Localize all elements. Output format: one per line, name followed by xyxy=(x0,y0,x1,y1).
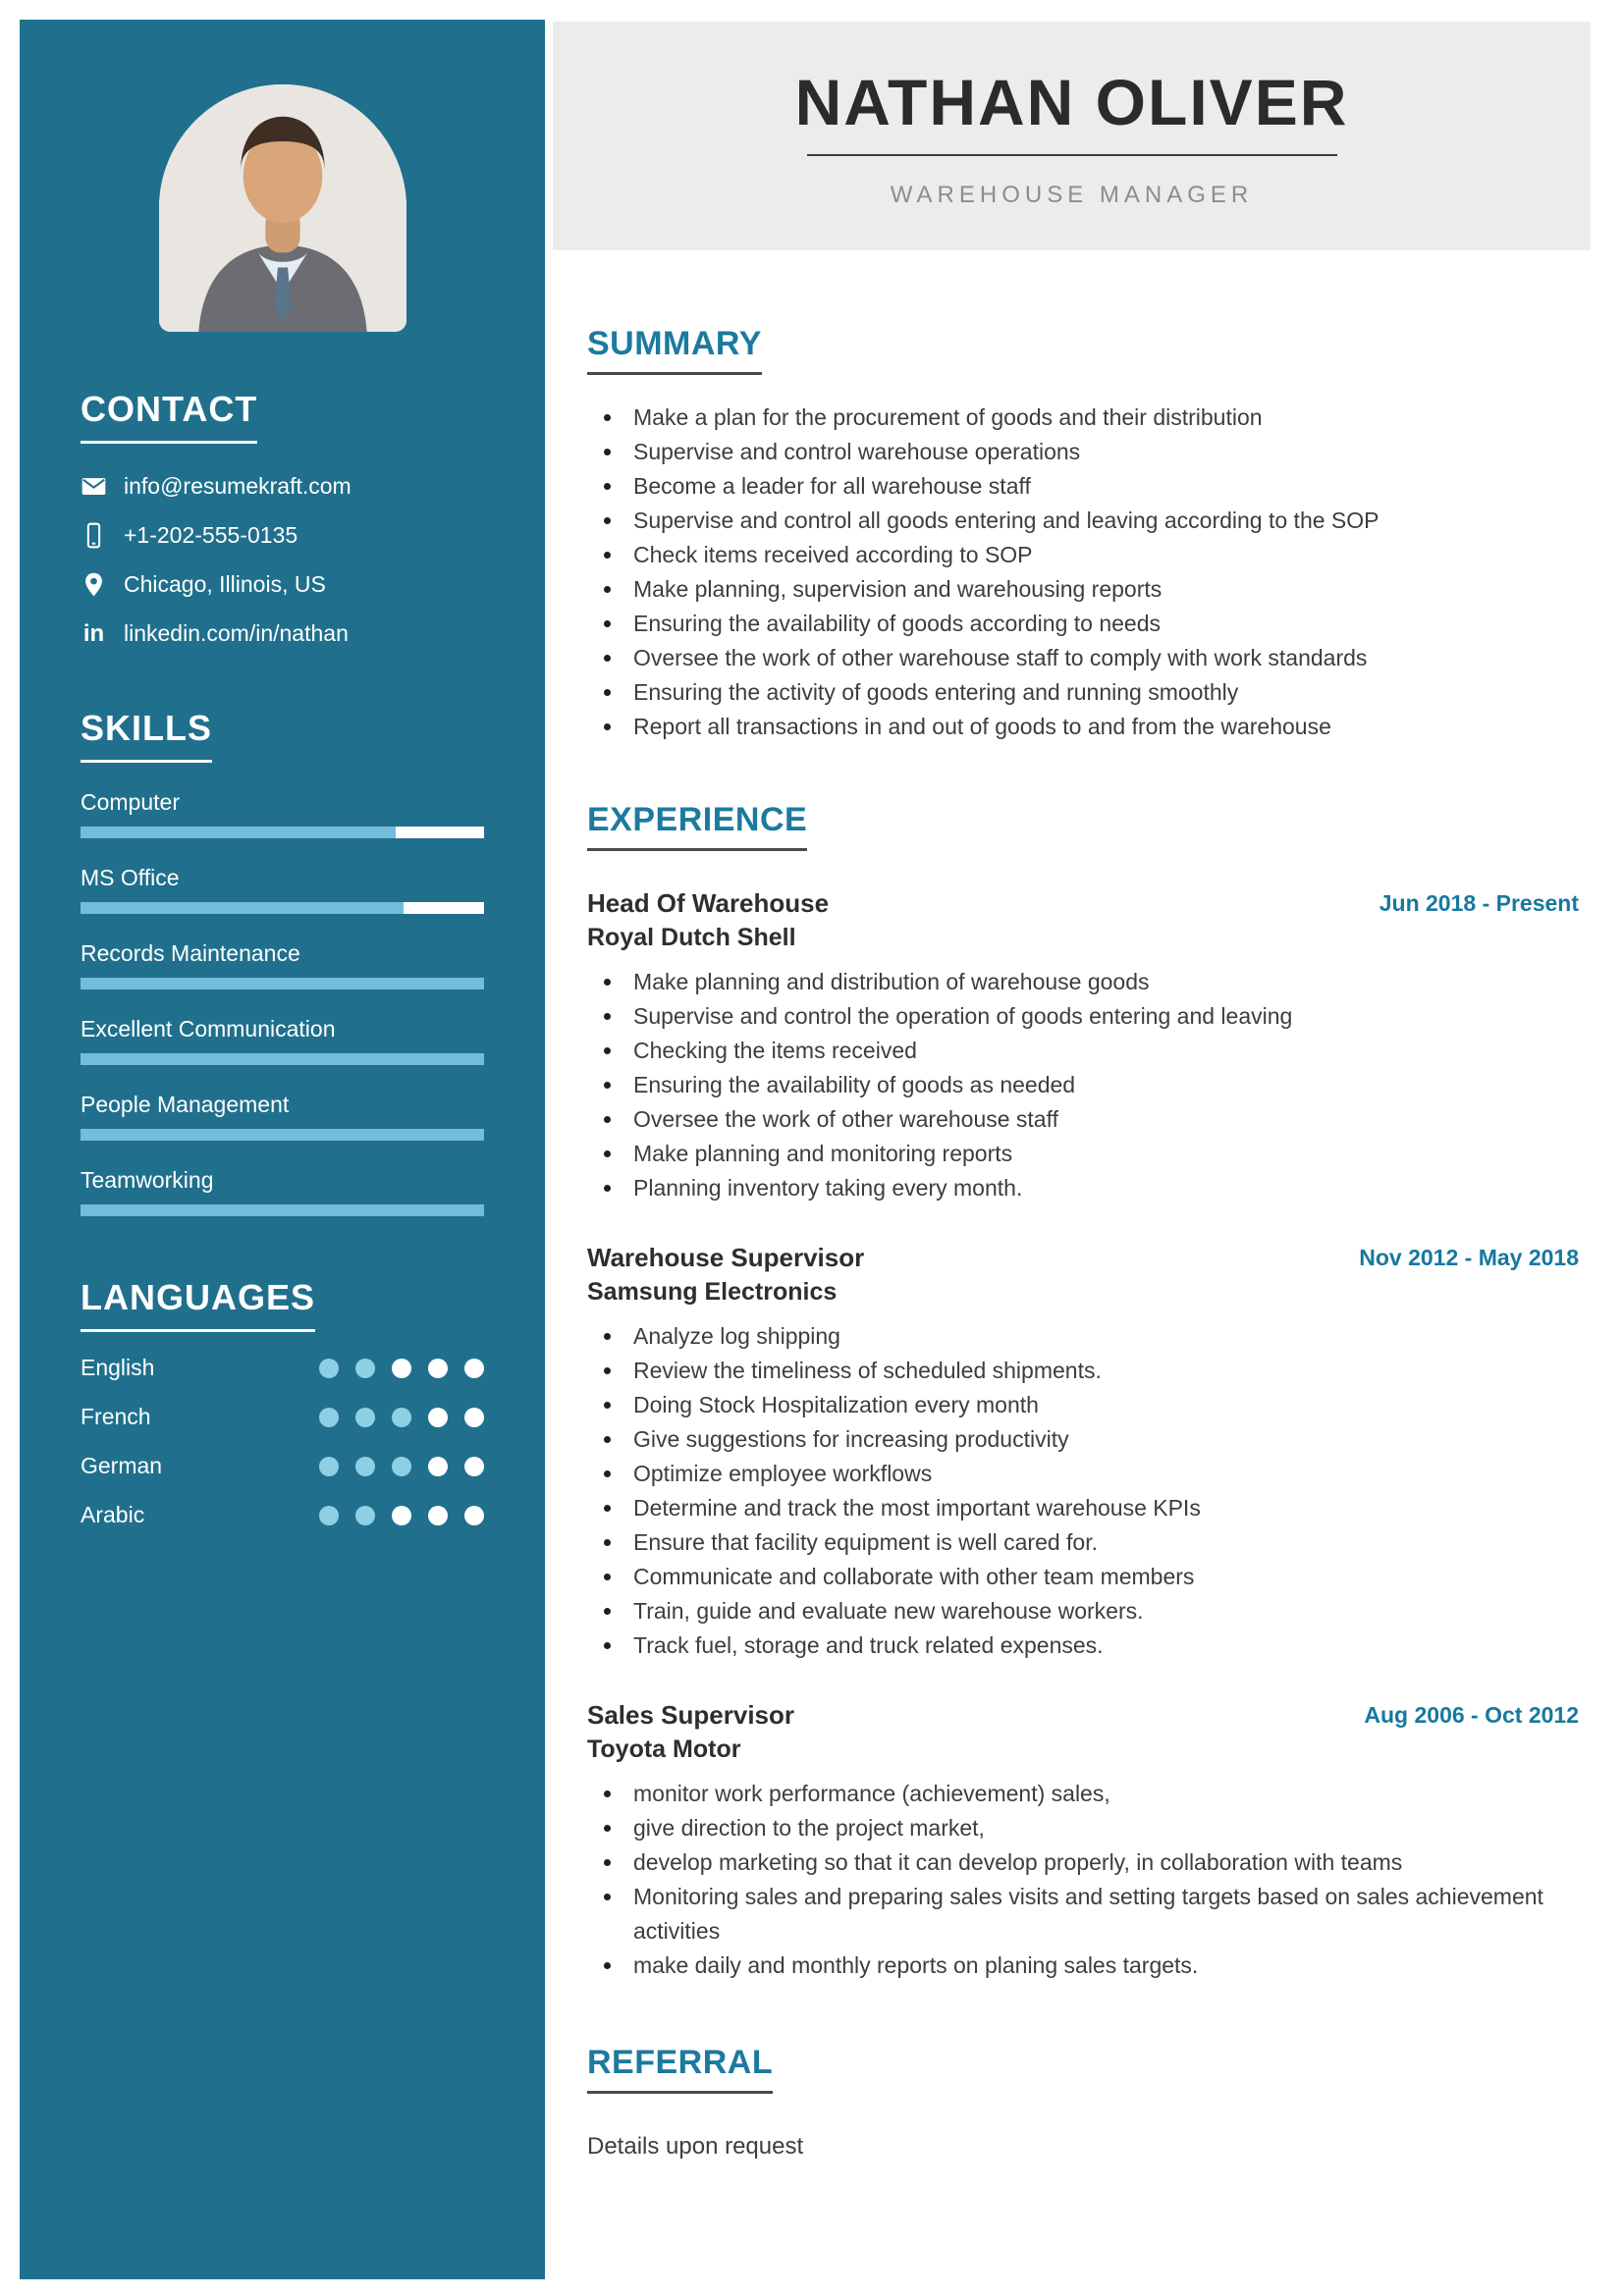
language-level-dot xyxy=(355,1506,375,1525)
job-bullet: Make planning and distribution of warehouse goods xyxy=(587,965,1579,999)
language-level-dot xyxy=(464,1408,484,1427)
skill-row xyxy=(81,789,484,838)
skill-row xyxy=(81,1016,484,1065)
language-label: French xyxy=(81,1404,151,1429)
language-level-dot xyxy=(428,1506,448,1525)
referral-section xyxy=(587,2044,1579,2161)
job-entry xyxy=(587,1698,1579,1983)
summary-bullet: Supervise and control all goods entering and leaving according to the SOP xyxy=(587,504,1579,538)
summary-bullet: Make a plan for the procurement of goods and their distribution xyxy=(587,400,1579,435)
skill-label: People Management xyxy=(81,1092,290,1117)
candidate-name: NATHAN OLIVER xyxy=(794,66,1349,138)
language-level-dot xyxy=(319,1457,339,1476)
languages-section xyxy=(81,1277,484,1528)
language-level-dot xyxy=(355,1408,375,1427)
language-list xyxy=(81,1355,484,1528)
job-bullet: Planning inventory taking every month. xyxy=(587,1171,1579,1205)
name-underline xyxy=(807,154,1337,156)
language-level-dot xyxy=(464,1359,484,1378)
job-bullet: develop marketing so that it can develop properly, in collaboration with teams xyxy=(587,1845,1579,1880)
sidebar xyxy=(20,20,545,2279)
job-bullet: Communicate and collaborate with other team members xyxy=(587,1560,1579,1594)
contact-phone-text: +1-202-555-0135 xyxy=(124,522,298,548)
job-bullet-list xyxy=(587,965,1579,1205)
job-titles xyxy=(587,886,829,955)
skill-label: Records Maintenance xyxy=(81,940,300,966)
job-bullet-list xyxy=(587,1777,1579,1983)
job-title: Head Of Warehouse xyxy=(587,887,830,918)
skill-label: MS Office xyxy=(81,865,180,890)
job-bullet: Ensuring the availability of goods as needed xyxy=(587,1068,1579,1102)
job-title: Warehouse Supervisor xyxy=(587,1242,865,1272)
email-icon xyxy=(81,473,107,500)
job-header xyxy=(587,1241,1579,1309)
language-level-dot xyxy=(392,1408,411,1427)
language-level-dot xyxy=(392,1506,411,1525)
skill-bar xyxy=(81,827,484,838)
skill-label: Excellent Communication xyxy=(81,1016,336,1041)
skill-row xyxy=(81,1167,484,1216)
language-row xyxy=(81,1404,484,1430)
language-level-dot xyxy=(464,1457,484,1476)
job-header xyxy=(587,886,1579,955)
contact-heading: CONTACT xyxy=(81,389,257,444)
contact-item-phone xyxy=(81,522,484,549)
job-bullet: make daily and monthly reports on planing sales targets. xyxy=(587,1949,1579,1983)
job-bullet: Checking the items received xyxy=(587,1034,1579,1068)
location-icon xyxy=(81,571,107,598)
contact-item-linkedin xyxy=(81,620,484,647)
language-level-dot xyxy=(392,1359,411,1378)
language-label: Arabic xyxy=(81,1502,145,1527)
language-label: English xyxy=(81,1355,155,1380)
contact-item-email xyxy=(81,473,484,500)
contact-location-text: Chicago, Illinois, US xyxy=(124,571,326,597)
language-row xyxy=(81,1502,484,1528)
summary-bullet: Check items received according to SOP xyxy=(587,538,1579,572)
job-titles xyxy=(587,1241,864,1309)
contact-linkedin-text: linkedin.com/in/nathan xyxy=(124,620,349,646)
job-bullet: Doing Stock Hospitalization every month xyxy=(587,1388,1579,1422)
experience-section xyxy=(587,801,1579,1983)
job-company: Samsung Electronics xyxy=(587,1277,838,1306)
skill-bar xyxy=(81,1129,484,1141)
language-label: German xyxy=(81,1453,163,1478)
linkedin-icon: in xyxy=(82,620,105,647)
skills-heading: SKILLS xyxy=(81,708,212,763)
job-bullet: Optimize employee workflows xyxy=(587,1457,1579,1491)
referral-text: Details upon request xyxy=(587,2132,804,2160)
skill-bar xyxy=(81,1204,484,1216)
job-bullet: Track fuel, storage and truck related expenses. xyxy=(587,1629,1579,1663)
job-bullet: Oversee the work of other warehouse staff xyxy=(587,1102,1579,1137)
summary-list xyxy=(587,400,1579,744)
skill-bar xyxy=(81,1053,484,1065)
job-bullet: monitor work performance (achievement) sales, xyxy=(587,1777,1579,1811)
language-level-dot xyxy=(428,1408,448,1427)
skills-section xyxy=(81,708,484,1216)
summary-heading: SUMMARY xyxy=(587,325,762,375)
summary-bullet: Oversee the work of other warehouse staff to comply with work standards xyxy=(587,641,1579,675)
skill-row xyxy=(81,865,484,914)
job-dates: Jun 2018 - Present xyxy=(1379,889,1579,916)
job-bullet: give direction to the project market, xyxy=(587,1811,1579,1845)
summary-bullet: Ensuring the availability of goods according to needs xyxy=(587,607,1579,641)
language-level-dot xyxy=(428,1359,448,1378)
language-dots xyxy=(319,1506,484,1525)
phone-icon xyxy=(81,522,107,549)
job-bullet: Determine and track the most important warehouse KPIs xyxy=(587,1491,1579,1525)
language-dots xyxy=(319,1359,484,1378)
skill-bar-fill xyxy=(81,1129,484,1141)
job-dates: Nov 2012 - May 2018 xyxy=(1359,1244,1579,1270)
job-bullet: Train, guide and evaluate new warehouse workers. xyxy=(587,1594,1579,1629)
skill-bar xyxy=(81,978,484,989)
job-company: Toyota Motor xyxy=(587,1735,741,1763)
language-dots xyxy=(319,1408,484,1427)
profile-photo-image xyxy=(159,84,406,332)
job-bullet: Make planning and monitoring reports xyxy=(587,1137,1579,1171)
language-level-dot xyxy=(428,1457,448,1476)
languages-heading: LANGUAGES xyxy=(81,1277,315,1332)
profile-photo xyxy=(159,84,406,332)
skill-bar-fill xyxy=(81,827,396,838)
language-row xyxy=(81,1355,484,1381)
experience-heading: EXPERIENCE xyxy=(587,801,807,851)
job-bullet: Review the timeliness of scheduled shipments. xyxy=(587,1354,1579,1388)
summary-section xyxy=(587,325,1579,744)
skill-bar-fill xyxy=(81,978,484,989)
summary-bullet: Ensuring the activity of goods entering and running smoothly xyxy=(587,675,1579,710)
contact-list xyxy=(81,473,484,647)
language-level-dot xyxy=(355,1359,375,1378)
summary-bullet: Supervise and control warehouse operations xyxy=(587,435,1579,469)
skill-bar-fill xyxy=(81,1204,484,1216)
language-dots xyxy=(319,1457,484,1476)
contact-section xyxy=(81,389,484,647)
job-entry xyxy=(587,886,1579,1205)
job-entry xyxy=(587,1241,1579,1663)
language-level-dot xyxy=(319,1506,339,1525)
referral-heading: REFERRAL xyxy=(587,2044,773,2094)
language-level-dot xyxy=(319,1408,339,1427)
skill-label: Teamworking xyxy=(81,1167,214,1193)
header-band xyxy=(553,22,1591,250)
job-bullet: Analyze log shipping xyxy=(587,1319,1579,1354)
summary-bullet: Report all transactions in and out of goods to and from the warehouse xyxy=(587,710,1579,744)
job-titles xyxy=(587,1698,794,1767)
summary-bullet: Become a leader for all warehouse staff xyxy=(587,469,1579,504)
language-level-dot xyxy=(355,1457,375,1476)
skill-row xyxy=(81,1092,484,1141)
job-bullet: Ensure that facility equipment is well cared for. xyxy=(587,1525,1579,1560)
job-bullet: Supervise and control the operation of goods entering and leaving xyxy=(587,999,1579,1034)
job-dates: Aug 2006 - Oct 2012 xyxy=(1364,1701,1579,1728)
skill-bar-fill xyxy=(81,1053,484,1065)
main-content xyxy=(553,22,1591,2161)
candidate-job-title: WAREHOUSE MANAGER xyxy=(890,181,1254,208)
contact-item-location xyxy=(81,571,484,598)
job-bullet: Give suggestions for increasing productivity xyxy=(587,1422,1579,1457)
language-level-dot xyxy=(464,1506,484,1525)
job-header xyxy=(587,1698,1579,1767)
job-title: Sales Supervisor xyxy=(587,1699,794,1730)
job-company: Royal Dutch Shell xyxy=(587,923,796,951)
summary-bullet: Make planning, supervision and warehousing reports xyxy=(587,572,1579,607)
job-bullet: Monitoring sales and preparing sales visits and setting targets based on sales achievement activities xyxy=(587,1880,1579,1949)
skill-bar-fill xyxy=(81,902,404,914)
skill-bar xyxy=(81,902,484,914)
job-bullet-list xyxy=(587,1319,1579,1663)
language-row xyxy=(81,1453,484,1479)
language-level-dot xyxy=(392,1457,411,1476)
skill-row xyxy=(81,940,484,989)
skill-label: Computer xyxy=(81,789,180,815)
contact-email-text: info@resumekraft.com xyxy=(124,473,352,499)
language-level-dot xyxy=(319,1359,339,1378)
